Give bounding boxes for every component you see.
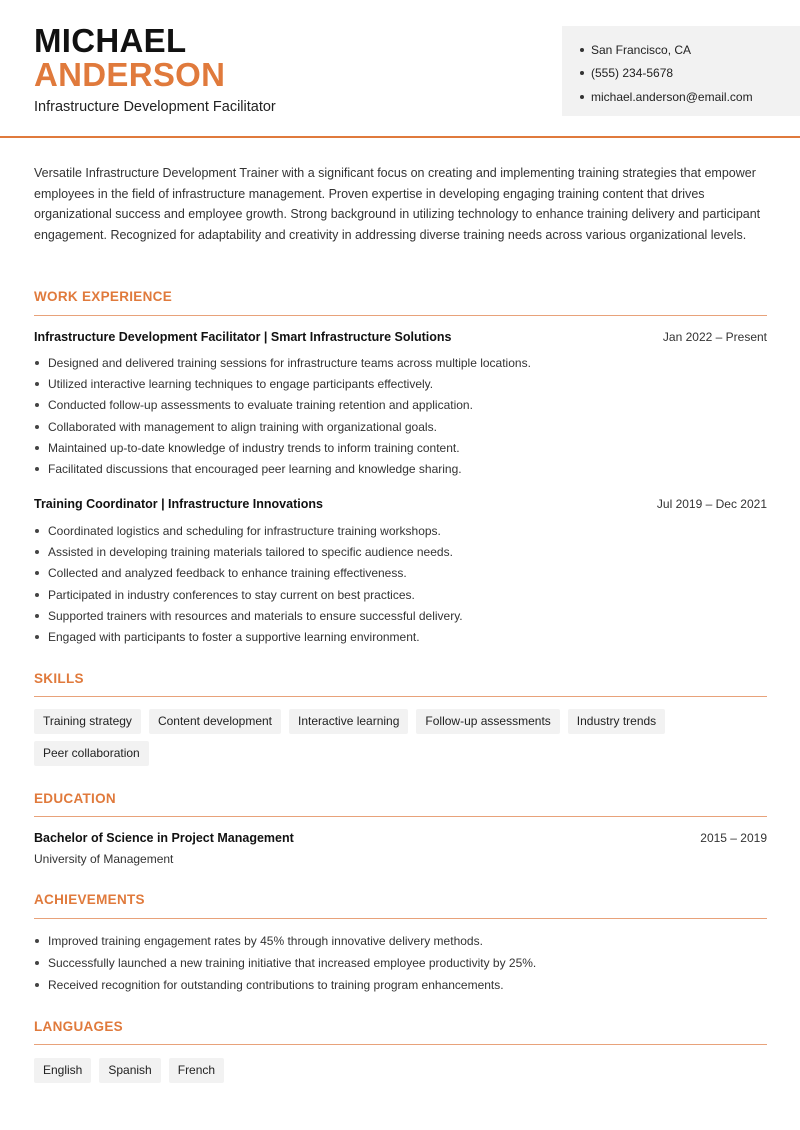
skill-tag: Training strategy [34,709,141,734]
list-item [34,395,767,416]
bullet-icon [35,382,39,386]
list-item [34,563,767,584]
bullet-text: Collected and analyzed feedback to enhance training effectiveness. [48,566,407,581]
skill-tag: Follow-up assessments [416,709,559,734]
phone-text: (555) 234-5678 [591,66,674,81]
list-item [34,584,767,605]
bullet-icon [35,529,39,533]
school-name: University of Management [34,852,174,866]
job-bullets [34,352,767,480]
skill-tag: Interactive learning [289,709,408,734]
list-item [34,974,767,996]
list-item [34,605,767,626]
job-header [34,497,767,511]
list-item [34,352,767,373]
bullet-text: Assisted in developing training materials tailored to specific audience needs. [48,544,453,559]
list-item [34,626,767,647]
bullet-icon [580,95,584,99]
section-title-achievements: ACHIEVEMENTS [34,892,145,907]
bullet-text: Received recognition for outstanding contributions to training program enhancements. [48,978,504,992]
list-item [34,458,767,479]
language-tag: English [34,1058,91,1083]
summary-paragraph: Versatile Infrastructure Development Trainer with a significant focus on creating and implementing training strategies that empower employees in the field of infrastructure management. Proven expertise in developing engaging training content that drives organizational success and employee growth. Strong background in utilizing technology to enhance training delivery and participant engagement. Recognized for adaptability and creativity in addressing diverse training needs across various organizational levels. [34,166,761,242]
bullet-icon [35,571,39,575]
bullet-icon [580,48,584,52]
list-item [34,930,767,952]
bullet-text: Collaborated with management to align training with organizational goals. [48,419,437,434]
skill-tag: Industry trends [568,709,665,734]
contact-box [562,26,800,116]
bullet-icon [35,550,39,554]
contact-email[interactable] [580,85,800,109]
bullet-text: Maintained up-to-date knowledge of industry trends to inform training content. [48,440,460,455]
section-title-languages: LANGUAGES [34,1019,123,1034]
location-text: San Francisco, CA [591,42,692,57]
bullet-text: Improved training engagement rates by 45% through innovative delivery methods. [48,934,483,948]
skill-tag: Content development [149,709,281,734]
bullet-icon [35,939,39,943]
contact-location [580,38,800,62]
bullet-icon [35,983,39,987]
language-tag: Spanish [99,1058,160,1083]
bullet-text: Successfully launched a new training initiative that increased employee productivity by 25%. [48,956,537,970]
section-title-work: WORK EXPERIENCE [34,289,173,304]
list-item [34,520,767,541]
job-title: Infrastructure Development Facilitator [34,99,276,115]
list-item [34,952,767,974]
bullet-icon [35,403,39,407]
section-divider [34,1044,767,1045]
job-header [34,330,767,344]
bullet-text: Designed and delivered training sessions for infrastructure teams across multiple locations. [48,355,531,370]
resume-header [0,0,800,138]
education-years: 2015 – 2019 [700,831,767,845]
bullet-text: Coordinated logistics and scheduling for infrastructure training workshops. [48,523,441,538]
bullet-icon [35,446,39,450]
bullet-icon [35,961,39,965]
section-divider [34,918,767,919]
bullet-icon [35,593,39,597]
bullet-icon [35,425,39,429]
bullet-text: Engaged with participants to foster a supportive learning environment. [48,630,420,645]
contact-phone [580,62,800,86]
section-divider [34,315,767,316]
language-tags [34,1058,767,1090]
section-title-education: EDUCATION [34,791,116,806]
job-dates: Jul 2019 – Dec 2021 [656,497,767,511]
job-heading: Training Coordinator | Infrastructure Innovations [34,497,323,511]
bullet-icon [35,467,39,471]
degree: Bachelor of Science in Project Management [34,831,294,845]
job-bullets [34,520,767,648]
bullet-text: Utilized interactive learning techniques to engage participants effectively. [48,376,434,391]
list-item [34,416,767,437]
section-divider [34,696,767,697]
section-title-skills: SKILLS [34,671,84,686]
list-item [34,437,767,458]
bullet-icon [580,71,584,75]
job-dates: Jan 2022 – Present [662,330,767,344]
list-item [34,541,767,562]
education-header [34,831,767,845]
bullet-text: Facilitated discussions that encouraged peer learning and knowledge sharing. [48,462,462,477]
section-divider [34,816,767,817]
bullet-text: Participated in industry conferences to stay current on best practices. [48,587,415,602]
last-name: ANDERSON [34,56,226,93]
skill-tag: Peer collaboration [34,741,149,766]
achievement-bullets [34,930,767,996]
language-tag: French [169,1058,224,1083]
email-link[interactable]: michael.anderson@email.com [591,89,753,104]
bullet-text: Supported trainers with resources and materials to ensure successful delivery. [48,608,463,623]
first-name: MICHAEL [34,22,187,59]
bullet-icon [35,614,39,618]
bullet-icon [35,361,39,365]
bullet-text: Conducted follow-up assessments to evaluate training retention and application. [48,398,473,413]
skills-tags [34,709,767,773]
job-heading: Infrastructure Development Facilitator | Smart Infrastructure Solutions [34,330,452,344]
bullet-icon [35,635,39,639]
list-item [34,373,767,394]
